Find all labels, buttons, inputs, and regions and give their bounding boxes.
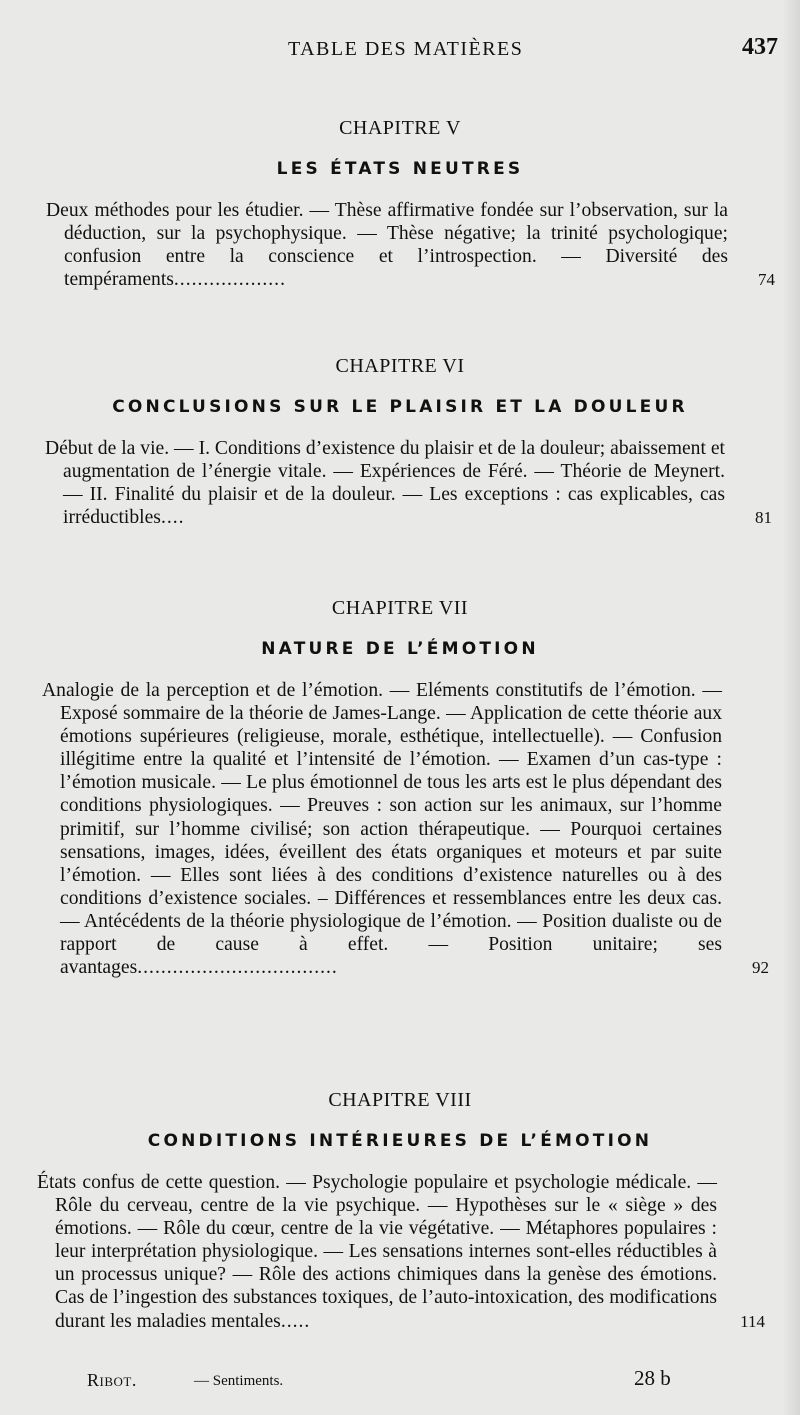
chapter-title: CONDITIONS INTÉRIEURES DE L’ÉMOTION (147, 1131, 653, 1151)
running-head (0, 34, 800, 68)
summary-text: États confus de cette question. — Psychologie populaire et psychologie médicale. — Rôle du cerveau, centre de la vie psychique. — Hypothèses sur le « siège » des émotions. — Rôle du cœur, centre de la vie végétative. — Métaphores populaires : leur interprétation physiologique. — Les sensations internes sont-elles réductibles à un processus unique? — Rôle des actions chimiques dans la genèse des émotions. Cas de l’ingestion des substances toxiques, de l’auto-intoxication, des modifications durant les maladies mentales (37, 1172, 717, 1332)
summary-text: Deux méthodes pour les étudier. — Thèse affirmative fondée sur l’observation, sur la déduction, sur la psychophysique. — Thèse négative; la trinité psychologique; confusion entre la conscience et l’introspection. — Diversité des tempéraments (46, 200, 728, 291)
chapter-vi (0, 355, 800, 529)
dot-leader: ..... (280, 1310, 311, 1332)
chapter-number: CHAPITRE VIII (328, 1089, 472, 1111)
chapter-summary: Début de la vie. — I. Conditions d’existence du plaisir et de la douleur; abaissement et augmentation de l’énergie vitale. — Expériences de Féré. — Théorie de Meynert. — II. Finalité du plaisir et de la douleur. — Les exceptions : cas explicables, cas irréductibles.... 81 (45, 438, 772, 529)
dot-leader: .... (160, 507, 185, 529)
summary-text: Début de la vie. — I. Conditions d’existence du plaisir et de la douleur; abaissement et augmentation de l’énergie vitale. — Expériences de Féré. — Théorie de Meynert. — II. Finalité du plaisir et de la douleur. — Les exceptions : cas explicables, cas irréductibles (45, 438, 725, 529)
chapter-summary: Deux méthodes pour les étudier. — Thèse affirmative fondée sur l’observation, sur la déduction, sur la psychophysique. — Thèse négative; la trinité psychologique; confusion entre la conscience et l’introspection. — Diversité des tempéraments................... 74 (46, 200, 775, 291)
chapter-summary (37, 1171, 765, 1333)
signature-mark: 28 b (634, 1366, 671, 1390)
chapter-summary: Analogie de la perception et de l’émotion. — Eléments constitutifs de l’émotion. — Exposé sommaire de la théorie de James-Lange. — Application de cette théorie aux émotions supérieures (religieuse, morale, esthétique, intellectuelle). — Confusion illégitime entre la qualité et l’intensité de l’émotion. — Examen d’un cas-type : l’émotion musicale. — Le plus émotionnel de tous les arts est le plus dépendant des conditions physiologiques. — Preuves : son action sur les animaux, sur l’homme primitif, sur l’homme civilisé; son action thérapeutique. — Pourquoi certaines sensations, images, idées, éveillent des états organiques et moteurs et par suite l’émotion. — Elles sont liées à des conditions d’existence naturelles ou à des conditions d’existence sociales. – Différences et ressemblances entre les deux cas. — Antécédents de la théorie physiologique de l’émotion. — Position dualiste ou de rapport de cause à effet. — Position unitaire; ses avantages.................................. 92 (42, 680, 769, 979)
chapter-v (0, 117, 800, 291)
chapter-number: CHAPITRE VII (331, 597, 469, 619)
page-edge-shadow (782, 0, 800, 1415)
page-footer (0, 1366, 800, 1396)
chapter-title: LES ÉTATS NEUTRES (276, 159, 524, 179)
chapter-viii (0, 1089, 800, 1333)
chapter-vii (0, 597, 800, 979)
chapter-title: NATURE DE L’ÉMOTION (261, 639, 539, 659)
dot-leader: .................................. (137, 957, 338, 979)
dot-leader: ................... (173, 269, 286, 291)
page-reference: 114 (740, 1311, 765, 1331)
chapter-number: CHAPITRE V (339, 117, 461, 139)
summary-text: Analogie de la perception et de l’émotion. — Eléments constitutifs de l’émotion. — Exposé sommaire de la théorie de James-Lange. — Application de cette théorie aux émotions supérieures (religieuse, morale, esthétique, intellectuelle). — Confusion illégitime entre la qualité et l’intensité de l’émotion. — Examen d’un cas-type : l’émotion musicale. — Le plus émotionnel de tous les arts est le plus dépendant des conditions physiologiques. — Preuves : son action sur les animaux, sur l’homme primitif, sur l’homme civilisé; son action thérapeutique. — Pourquoi certaines sensations, images, idées, éveillent des états organiques et moteurs et par suite l’émotion. — Elles sont liées à des conditions d’existence naturelles ou à des conditions d’existence sociales. – Différences et ressemblances entre les deux cas. — Antécédents de la théorie physiologique de l’émotion. — Position dualiste ou de rapport de cause à effet. — Position unitaire; ses avantages (42, 680, 722, 979)
chapter-title: CONCLUSIONS SUR LE PLAISIR ET LA DOULEUR (112, 397, 688, 417)
chapter-number: CHAPITRE VI (335, 355, 465, 377)
footer-work: — Sentiments. (194, 1373, 284, 1389)
page-number: 437 (742, 34, 778, 60)
running-title: TABLE DES MATIÈRES (288, 38, 524, 60)
footer-author: Ribot. (87, 1370, 137, 1390)
